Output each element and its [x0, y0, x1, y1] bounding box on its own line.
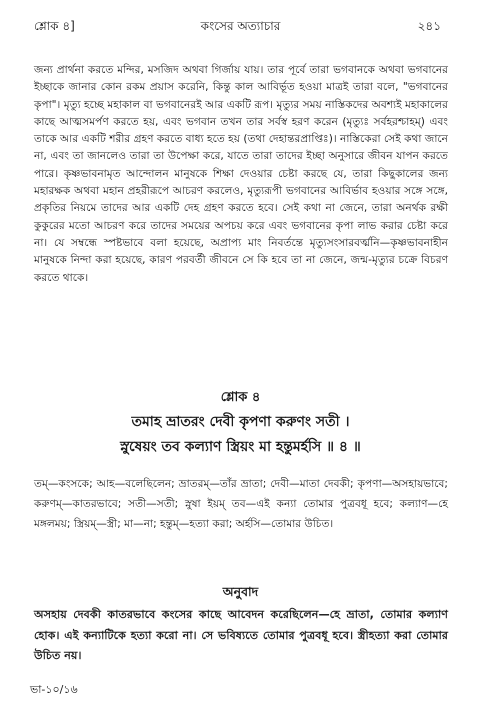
- verse-line-2: স্নুষেয়ং তব কল্যাণ স্ত্রিয়ং মা হন্তুমর্হসি ॥ ৪ ॥: [120, 439, 361, 455]
- running-title: কংসের অত্যাচার: [200, 19, 281, 33]
- purport-paragraph: জন্য প্রার্থনা করতে মন্দির, মসজিদ অথবা গির্জায় যায়। তার পূর্বে তারা ভগবানকে অথবা ভগবানের ইচ্ছাকে জানার কোন রকম প্রয়াস করেনি, কিন্তু কাল আবির্ভূত হওয়া মাত্রই তারা বলে, "ভগবানের কৃপা"। মৃত্যু হচ্ছে মহাকাল বা ভগবানেরই আর একটি রূপ। মৃত্যুর সময় নাস্তিকদের অবশ্যই মহাকালের কাছে আত্মসমর্পণ করতে হয়, এবং ভগবান তখন তার সর্বস্ব হরণ করেন (মৃত্যুঃ সর্বহরশ্চাহম্) এবং তাকে আর একটি শরীর গ্রহণ করতে বাধ্য হতে হয় (তথা দেহান্তরপ্রাপ্তিঃ)। নাস্তিকেরা সেই কথা জানে না, এবং তা জানলেও তারা তা উপেক্ষা করে, যাতে তারা তাদের ইচ্ছা অনুসারে জীবন যাপন করতে পারে। কৃষ্ণভাবনামৃত আন্দোলন মানুষকে শিক্ষা দেওয়ার চেষ্টা করছে যে, তারা কিছুকালের জন্য মহারক্ষক অথবা মহান প্রহরীরূপে আচরণ করলেও, মৃত্যুরূপী ভগবানের আবির্ভাব হওয়ার সঙ্গে সঙ্গে, প্রকৃতির নিয়মে তাদের আর একটি দেহ গ্রহণ করতে হবে। সেই কথা না জেনে, তারা অনর্থক রক্ষী কুকুরের মতো আচরণ করে তাদের সময়ের অপচয় করে এবং ভগবানের কৃপা লাভ করার চেষ্টা করে না। যে সম্বন্ধে স্পষ্টভাবে বলা হয়েছে, অপ্রাপ্য মাং নিবর্তন্তে মৃত্যুসংসারবর্ত্মনি—কৃষ্ণভাবনাহীন মানুষকে নিন্দা করা হয়েছে, কারণ পরবর্তী জীবনে সে কি হবে তা না জেনে, জন্ম-মৃত্যুর চক্রে বিচরণ করতে থাকে।: [34, 64, 448, 284]
- word-meanings: তম্—কংসকে; আহ—বলেছিলেন; ভ্রাতরম্—তাঁর ভ্রাতা; দেবী—মাতা দেবকী; কৃপণা—অসহায়ভাবে; করুণম্—কাতরভাবে; সতী—সতী; স্নুষা ইয়ম্ তব—এই কন্যা তোমার পুত্রবধূ হবে; কল্যাণ—হে মঙ্গলময়; স্ত্রিয়ম্—স্ত্রী; মা—না; হন্তুম্—হত্যা করা; অর্হসি—তোমার উচিত।: [34, 478, 448, 530]
- verse-heading: শ্লোক ৪: [220, 390, 261, 405]
- verse-line-1: তমাহ ভ্রাতরং দেবী কৃপণা করুণং সতী ।: [131, 414, 350, 430]
- verse-reference: শ্লোক ৪]: [34, 19, 75, 33]
- page-number: ২৪১: [417, 19, 441, 33]
- translation-text: অসহায় দেবকী কাতরভাবে কংসের কাছে আবেদন করেছিলেন—হে ভ্রাতা, তোমার কল্যাণ হোক। এই কন্যাটিকে হত্যা করো না। সে ভবিষ্যতে তোমার পুত্রবধূ হবে। স্ত্রীহত্যা করা তোমার উচিত নয়।: [34, 608, 448, 663]
- translation-heading: অনুবাদ: [222, 584, 259, 599]
- footer-signature: ভা-১০/১৬: [30, 683, 78, 696]
